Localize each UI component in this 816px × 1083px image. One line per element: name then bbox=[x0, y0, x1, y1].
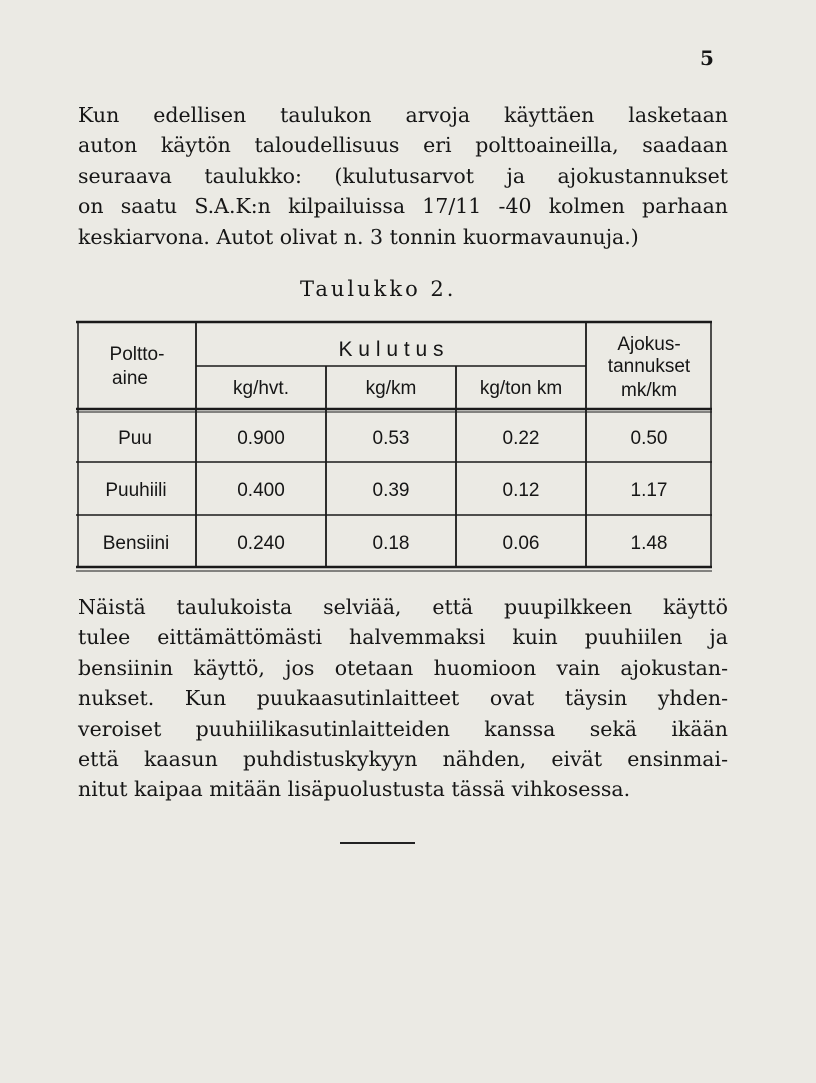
header-fuel-line2: aine bbox=[112, 368, 148, 389]
closing-line: bensiinin käyttö, jos otetaan huomioon vain ajokustan- bbox=[78, 655, 728, 680]
cell-mk-km: 0.50 bbox=[630, 428, 668, 449]
cell-mk-km: 1.48 bbox=[630, 533, 668, 554]
table-caption: Taulukko 2. bbox=[300, 277, 457, 301]
header-kg-km: kg/km bbox=[365, 378, 417, 399]
cell-fuel: Puu bbox=[118, 428, 152, 449]
intro-line: on saatu S.A.K:n kilpailuissa 17/11 -40 kolmen parhaan bbox=[78, 194, 728, 219]
header-kg-ton-km: kg/ton km bbox=[479, 378, 563, 399]
table-row bbox=[103, 533, 668, 554]
closing-line: veroiset puuhiilikasutinlaitteiden kanssa sekä ikään bbox=[78, 716, 728, 741]
cell-fuel: Puuhiili bbox=[105, 480, 167, 501]
table-row bbox=[118, 428, 667, 449]
cell-fuel: Bensiini bbox=[102, 533, 170, 554]
header-cost-line2: tannukset bbox=[607, 356, 691, 377]
cell-kg-hvt: 0.400 bbox=[237, 480, 285, 501]
closing-line: Näistä taulukoista selviää, että puupilkkeen käyttö bbox=[78, 595, 728, 619]
header-fuel-line1: Poltto- bbox=[109, 344, 165, 365]
cell-kg-hvt: 0.240 bbox=[237, 533, 285, 554]
cell-kg-km: 0.53 bbox=[372, 428, 410, 449]
cell-kg-ton-km: 0.22 bbox=[502, 428, 540, 449]
cell-mk-km: 1.17 bbox=[630, 480, 668, 501]
closing-line: tulee eittämättömästi halvemmaksi kuin puuhiilen ja bbox=[78, 625, 728, 650]
end-rule bbox=[340, 842, 415, 844]
closing-line: että kaasun puhdistuskykyyn nähden, eivät ensinmai- bbox=[78, 747, 728, 772]
table-row bbox=[105, 480, 667, 501]
closing-line: nitut kaipaa mitään lisäpuolustusta tässä vihkosessa. bbox=[78, 777, 631, 802]
intro-line: keskiarvona. Autot olivat n. 3 tonnin kuormavaunuja.) bbox=[78, 224, 639, 249]
cell-kg-hvt: 0.900 bbox=[237, 428, 285, 449]
cell-kg-ton-km: 0.06 bbox=[502, 533, 540, 554]
cell-kg-km: 0.39 bbox=[372, 480, 410, 501]
closing-line: nukset. Kun puukaasutinlaitteet ovat täysin yhden- bbox=[78, 686, 728, 711]
header-kg-hvt: kg/hvt. bbox=[233, 378, 289, 399]
closing-paragraph bbox=[78, 592, 728, 805]
intro-line: auton käytön taloudellisuus eri polttoaineilla, saadaan bbox=[78, 133, 728, 158]
page-number: 5 bbox=[700, 46, 714, 70]
header-cost-line3: mk/km bbox=[621, 380, 677, 401]
intro-line: Kun edellisen taulukon arvoja käyttäen lasketaan bbox=[78, 103, 728, 127]
cell-kg-km: 0.18 bbox=[372, 533, 410, 554]
intro-line: seuraava taulukko: (kulutusarvot ja ajokustannukset bbox=[78, 163, 728, 188]
header-consumption: K u l u t u s bbox=[338, 338, 444, 361]
header-cost-line1: Ajokus- bbox=[617, 334, 681, 355]
cell-kg-ton-km: 0.12 bbox=[502, 480, 540, 501]
